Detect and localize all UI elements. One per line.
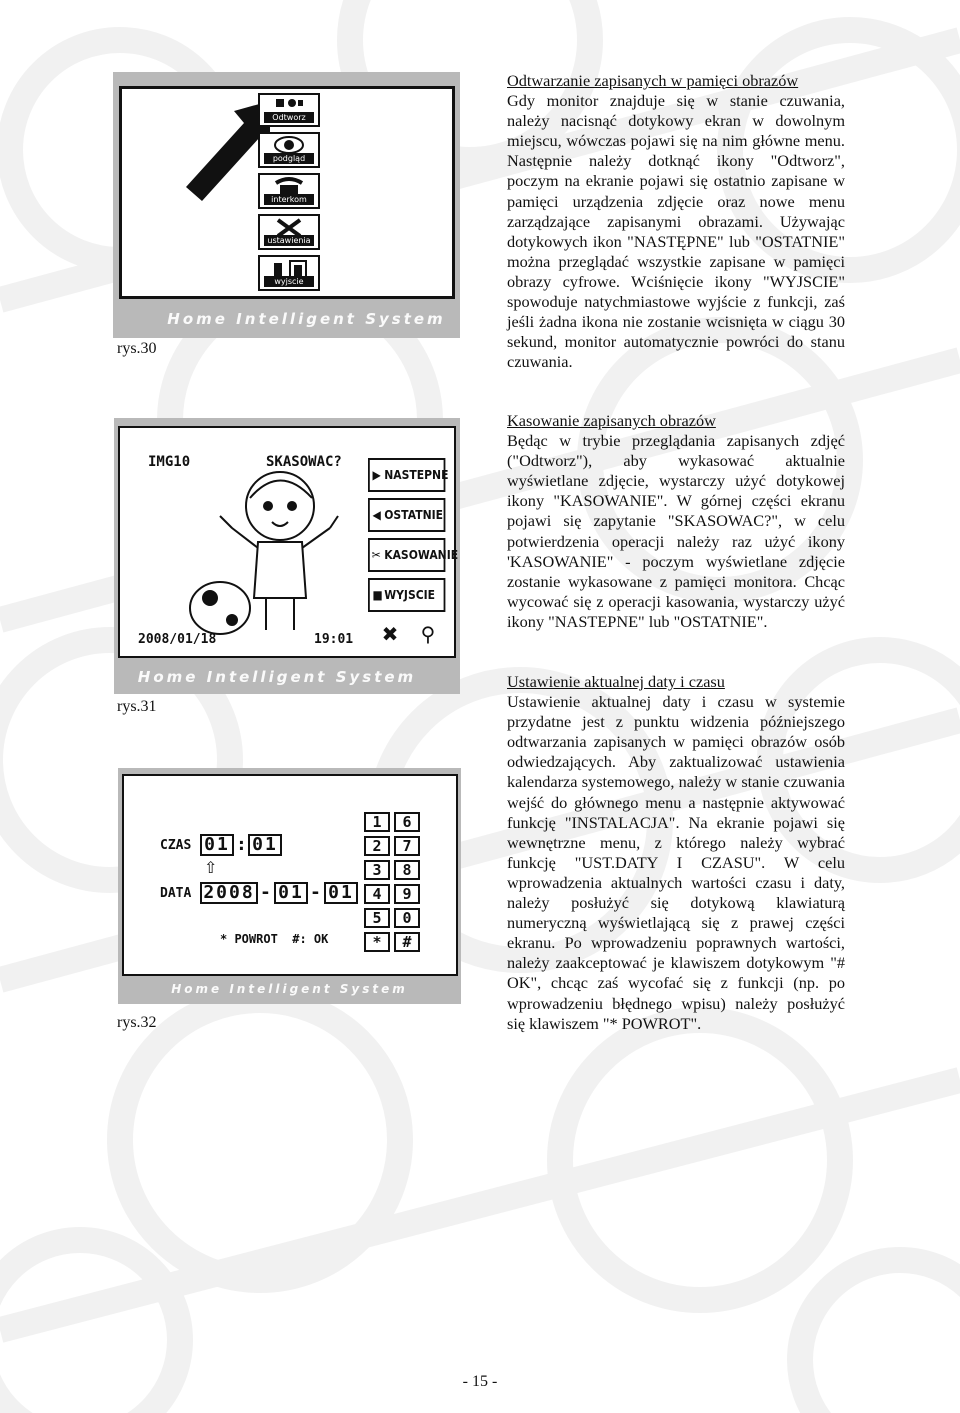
section-heading: Odtwarzanie zapisanych w pamięci obrazów xyxy=(507,71,799,90)
menu-icon-podglad[interactable] xyxy=(258,132,320,168)
date-day-field[interactable]: 01 xyxy=(324,882,358,904)
monitor-screen xyxy=(119,86,455,299)
section-body: Ustawienie aktualnej daty i czasu w systemie przydatne jest z punktu widzenia późniejszego odtwarzania zapisanych w pamięci obrazów osób odwiedzających. Aby zaktualizować ustawienia kalendarza systemowego, należy w stanie czuwania wejść do głównego menu a następnie aktywować funkcję "INSTALACJA". Na ekranie pojawi się wewnętrzne menu, z którego należy wybrać funkcję "UST.DATY I CZASU". W celu wprowadzenia aktualnych wartości czasu i daty, należy posłużyć się dotykową klawiaturą numeryczną wyświetlającą się z prawej części ekranu. Po wprowadzeniu poprawnych wartości, należy zaakceptować je klawiszem dotykowym "# OK", chcąc zaś wycofać się z funkcji (np. po wprowadzeniu błędnego wpisu) należy posłużyć się klawiszem "* POWROT". xyxy=(507,692,845,1033)
figure-caption: rys.32 xyxy=(117,1014,157,1031)
button-label: OSTATNIE xyxy=(384,508,444,522)
figure-32-date-time-screen xyxy=(118,768,461,1004)
keypad-key[interactable]: 4 xyxy=(364,884,390,904)
date-separator: - xyxy=(310,882,321,903)
keypad-key[interactable]: 8 xyxy=(394,860,420,880)
time-label: CZAS xyxy=(160,838,192,853)
date-year-field[interactable]: 2008 xyxy=(200,882,258,904)
previous-button[interactable] xyxy=(368,498,445,532)
keypad-key[interactable]: # xyxy=(394,932,420,952)
next-button[interactable] xyxy=(368,458,449,492)
time-separator: : xyxy=(236,834,247,855)
monitor-screen xyxy=(118,426,459,658)
button-label: KASOWANIE xyxy=(384,548,459,562)
back-arrow-icon: ◀ xyxy=(372,508,381,522)
menu-label: interkom xyxy=(264,194,314,205)
button-label: NASTEPNE xyxy=(384,468,449,482)
menu-icon-wyjscie[interactable] xyxy=(258,255,320,291)
keypad-key[interactable]: 1 xyxy=(364,812,390,832)
keypad-key[interactable]: 7 xyxy=(394,836,420,856)
time-hours-field[interactable]: 01 xyxy=(200,834,234,856)
keypad-key[interactable]: * xyxy=(364,932,390,952)
play-arrow-icon: ▶ xyxy=(372,468,381,482)
section-heading: Kasowanie zapisanych obrazów xyxy=(507,411,716,430)
date-month-field[interactable]: 01 xyxy=(274,882,308,904)
exit-button[interactable] xyxy=(368,578,445,612)
playback-icon xyxy=(260,95,318,113)
brand-bar: Home Intelligent System xyxy=(171,982,408,996)
photo-date: 2008/01/18 xyxy=(138,632,217,647)
keypad-key[interactable]: 6 xyxy=(394,812,420,832)
menu-icon-ustawienia[interactable] xyxy=(258,214,320,250)
menu-icon-odtworz[interactable] xyxy=(258,93,320,127)
figure-caption: rys.31 xyxy=(117,698,157,715)
monitor-screen xyxy=(122,774,458,976)
menu-icon-interkom[interactable] xyxy=(258,173,320,209)
figure-30-main-menu xyxy=(113,72,460,338)
cursor-up-arrow-icon: ⇧ xyxy=(204,860,218,877)
keypad-key[interactable]: 5 xyxy=(364,908,390,928)
keypad-key[interactable]: 9 xyxy=(394,884,420,904)
settings-tools-icon[interactable]: ✖ xyxy=(381,624,399,646)
keypad-key[interactable]: 0 xyxy=(394,908,420,928)
menu-label: wyjscie xyxy=(264,276,314,287)
image-name: IMG10 xyxy=(148,454,191,470)
delete-prompt: SKASOWAC? xyxy=(266,454,342,470)
scissors-icon: ✂ xyxy=(371,548,381,562)
brand-bar: Home Intelligent System xyxy=(167,310,446,328)
key-icon[interactable]: ⚲ xyxy=(420,624,436,646)
date-separator: - xyxy=(260,882,271,903)
menu-label: podgląd xyxy=(264,153,314,164)
section-date-time xyxy=(507,672,845,1034)
photo-time: 19:01 xyxy=(314,632,354,647)
section-delete xyxy=(507,411,845,632)
child-photo-illustration xyxy=(180,458,360,638)
key-hint-footer: * POWROT #: OK xyxy=(220,932,329,946)
section-body: Gdy monitor znajduje się w stanie czuwania, należy nacisnąć dotykowy ekran w dowolnym miejscu, wówczas pojawi się na nim główne menu. Następnie należy dotknąć ikony "Odtworz", poczym na ekranie pojawi się ostatnio zapisane w pamięci urządzenia zdjęcie oraz nowe menu zarządzające zapisanymi obrazami. Używając dotykowych ikon "NASTĘPNE" lub "OSTATNIE" można przeglądać wszystkie zapisane w pamięci obrazy cyfrowe. Wciśnięcie ikony "WYJSCIE" spowoduje natychmiastowe wyjście z funkcji, zaś jeśli żadna ikona nie zostanie wcisnięta w ciągu 30 sekund, monitor automatycznie powróci do stanu czuwania. xyxy=(507,91,845,372)
keypad-key[interactable]: 3 xyxy=(364,860,390,880)
delete-button[interactable] xyxy=(368,538,459,572)
section-playback xyxy=(507,71,845,372)
time-minutes-field[interactable]: 01 xyxy=(248,834,282,856)
menu-label: ustawienia xyxy=(264,235,314,246)
menu-label: Odtworz xyxy=(264,112,314,123)
date-label: DATA xyxy=(160,886,192,901)
figure-caption: rys.30 xyxy=(117,340,157,357)
page-number: - 15 - xyxy=(462,1373,498,1390)
figure-31-playback-screen xyxy=(114,418,460,694)
keypad-key[interactable]: 2 xyxy=(364,836,390,856)
button-label: WYJSCIE xyxy=(384,588,436,602)
section-body: Będąc w trybie przeglądania zapisanych zdjęć ("Odtworz"), aby wykasować aktualnie wyświetlane zdjęcie, wystarczy użyć dotykowej ikony "KASOWANIE". W górnej części ekranu pojawi się zapytanie "SKASOWAC?", w celu potwierdzenia operacji należy raz użyć ikony 'KASOWANIE" - poczym wyświetlane zdjęcie zostanie wykasowane z pamięci monitora. Chcąc wycować się z operacji kasowania, wystarczy użyć ikony "NASTEPNE" lub "OSTATNIE". xyxy=(507,431,845,631)
stop-square-icon: ■ xyxy=(372,588,383,602)
brand-bar: Home Intelligent System xyxy=(137,668,417,686)
section-heading: Ustawienie aktualnej daty i czasu xyxy=(507,672,725,691)
